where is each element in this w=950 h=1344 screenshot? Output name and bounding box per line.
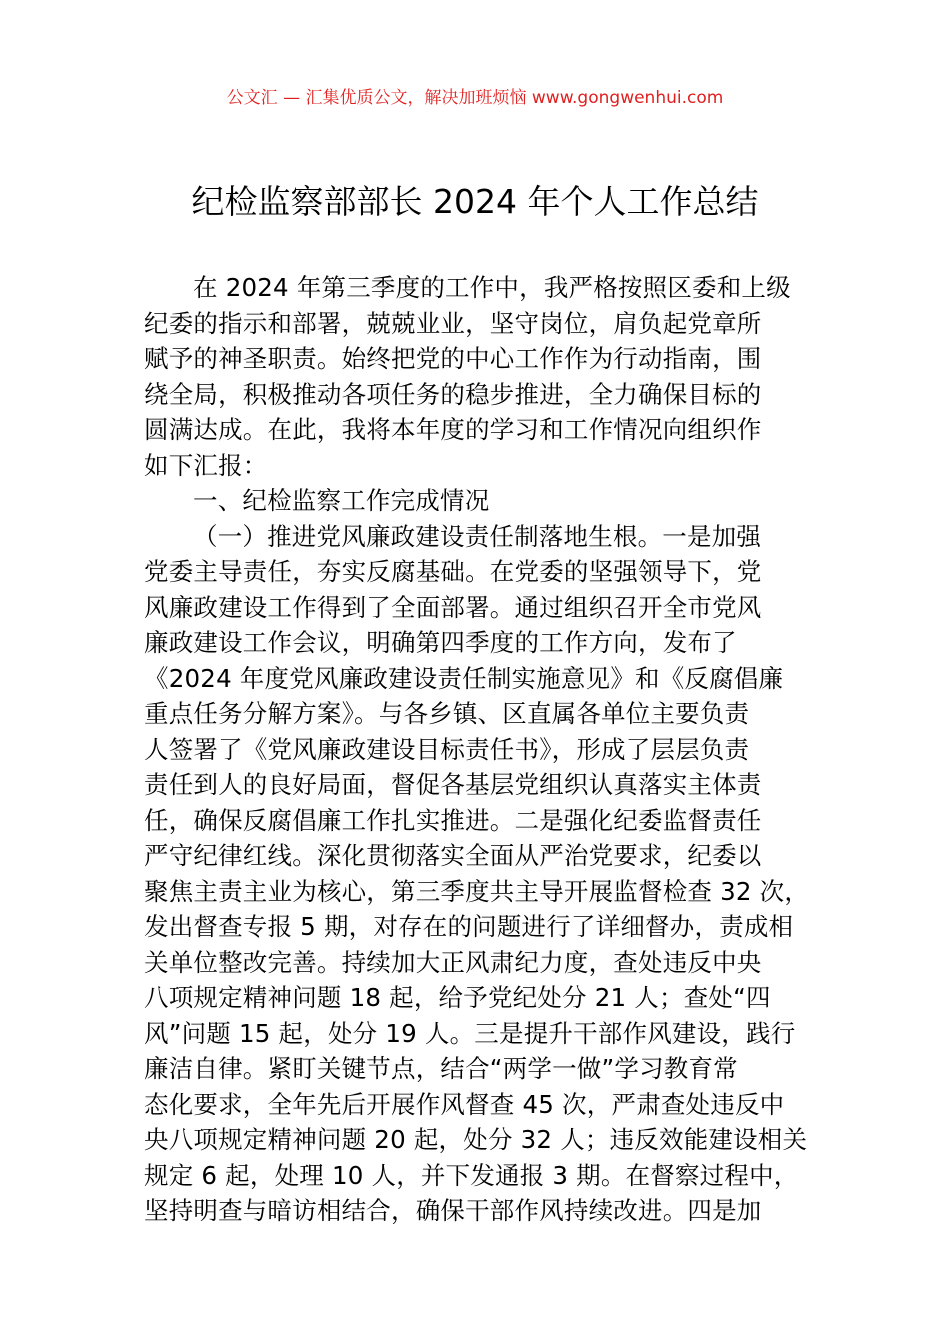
paragraph-line: 风”问题 15 起，处分 19 人。三是提升干部作风建设，践行 [144,1018,796,1048]
paragraph-line: 责任到人的良好局面，督促各基层党组织认真落实主体责 [144,770,762,799]
paragraph-line: 八项规定精神问题 18 起，给予党纪处分 21 人；查处“四 [144,983,771,1012]
paragraph-line: 圆满达成。在此，我将本年度的学习和工作情况向组织作 [144,415,762,444]
paragraph-line: 央八项规定精神问题 20 起，处分 32 人；违反效能建设相关 [144,1125,808,1154]
watermark-banner: 公文汇 — 汇集优质公文，解决加班烦恼 www.gongwenhui.com [226,88,724,108]
paragraph-line: 严守纪律红线。深化贯彻落实全面从严治党要求，纪委以 [144,841,762,870]
paragraph-line: 纪委的指示和部署，兢兢业业，坚守岗位，肩负起党章所 [144,308,762,338]
paragraph-line: 发出督查专报 5 期，对存在的问题进行了详细督办，责成相 [144,912,794,941]
paragraph-line: 赋予的神圣职责。始终把党的中心工作作为行动指南，围 [144,344,762,373]
paragraph-line: 重点任务分解方案》。与各乡镇、区直属各单位主要负责 [144,699,750,728]
paragraph-line: 态化要求，全年先后开展作风督查 45 次，严肃查处违反中 [144,1089,785,1119]
paragraph-line: 廉政建设工作会议，明确第四季度的工作方向，发布了 [144,628,737,657]
paragraph-line: 聚焦主责主业为核心，第三季度共主导开展监督检查 32 次， [144,876,810,906]
paragraph-line: 坚持明查与暗访相结合，确保干部作风持续改进。四是加 [144,1196,762,1225]
paragraph-line: 《2024 年度党风廉政建设责任制实施意见》和《反腐倡廉 [144,663,784,693]
paragraph-line: 在 2024 年第三季度的工作中，我严格按照区委和上级 [193,273,791,302]
document-body [144,270,820,1229]
section-heading: 一、纪检监察工作完成情况 [193,486,490,515]
document-title: 纪检监察部部长 2024 年个人工作总结 [191,182,759,221]
paragraph-line: 人签署了《党风廉政建设目标责任书》，形成了层层负责 [144,734,750,764]
subsection-line: （一）推进党风廉政建设责任制落地生根。一是加强 [193,521,762,551]
paragraph-line: 风廉政建设工作得到了全面部署。通过组织召开全市党风 [144,592,762,622]
paragraph-line: 如下汇报： [144,450,268,480]
paragraph-line: 绕全局，积极推动各项任务的稳步推进，全力确保目标的 [144,379,762,409]
paragraph-line: 廉洁自律。紧盯关键节点，结合“两学一做”学习教育常 [144,1054,738,1083]
paragraph-line: 任，确保反腐倡廉工作扎实推进。二是强化纪委监督责任 [144,805,762,835]
paragraph-line: 关单位整改完善。持续加大正风肃纪力度，查处违反中央 [144,947,762,977]
paragraph-line: 党委主导责任，夯实反腐基础。在党委的坚强领导下，党 [144,557,762,586]
paragraph-line: 规定 6 起，处理 10 人，并下发通报 3 期。在督察过程中， [144,1160,799,1190]
